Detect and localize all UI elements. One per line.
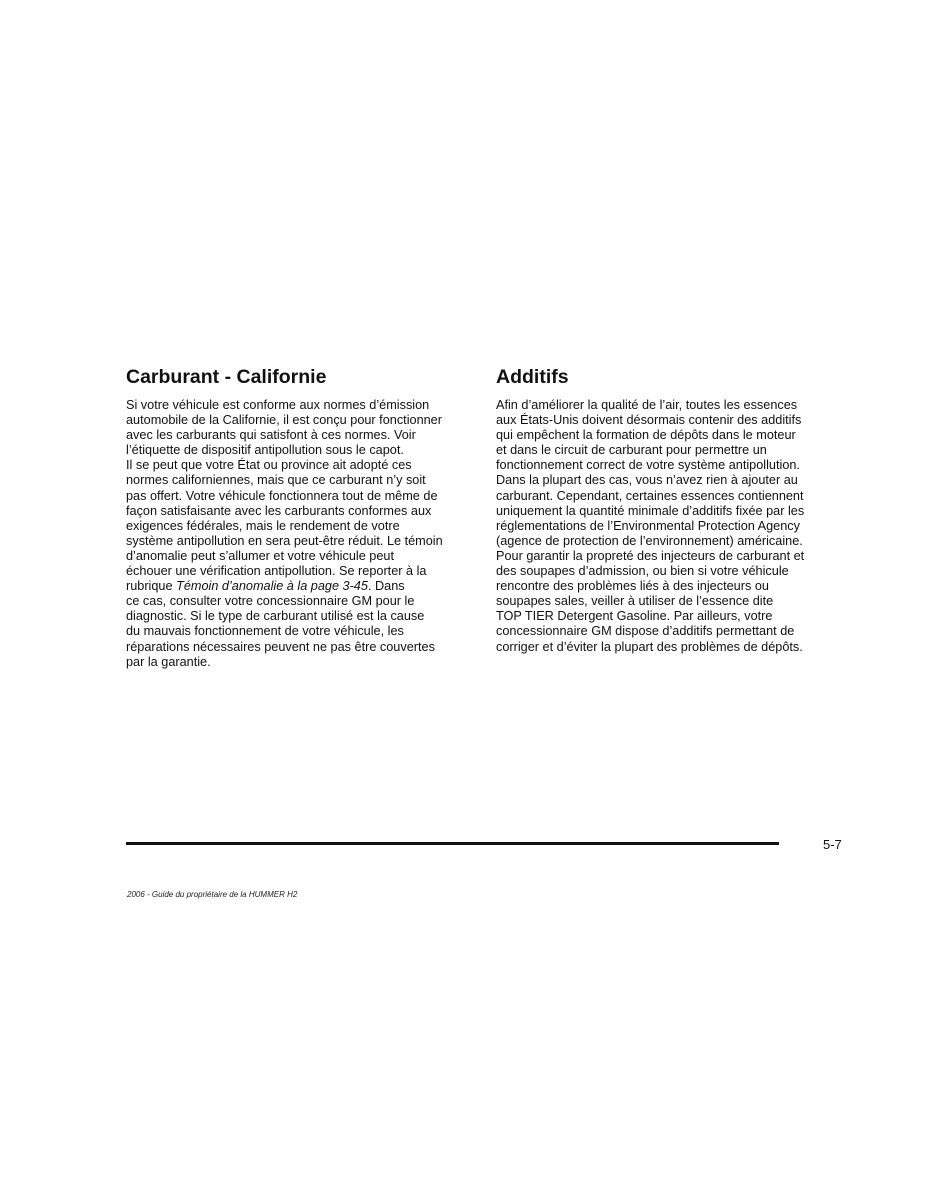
section-body <box>496 398 831 655</box>
text-line: réglementations de l’Environmental Protection Agency <box>496 518 800 533</box>
text-line: Afin d’améliorer la qualité de l’air, toutes les essences <box>496 398 798 412</box>
text-line: avec les carburants qui satisfont à ces normes. Voir <box>126 428 416 443</box>
text-line: par la garantie. <box>126 654 211 669</box>
text-line: l’étiquette de dispositif antipollution sous le capot. <box>126 443 404 458</box>
text-line-with-reference <box>126 579 476 594</box>
document-footer: 2006 - Guide du propriétaire de la HUMMER H2 <box>127 890 298 899</box>
text-line: fonctionnement correct de votre système antipollution. <box>496 458 800 473</box>
text-line: du mauvais fonctionnement de votre véhicule, les <box>126 624 404 639</box>
text-line: concessionnaire GM dispose d’additifs permettant de <box>496 624 795 639</box>
section-heading: Additifs <box>496 366 569 388</box>
text-line: uniquement la quantité minimale d’additifs fixée par les <box>496 503 805 518</box>
section-heading: Carburant - Californie <box>126 366 327 388</box>
text-line: ce cas, consulter votre concessionnaire GM pour le <box>126 594 415 609</box>
page-divider-rule <box>126 842 779 845</box>
page-number: 5-7 <box>823 837 842 852</box>
text-line: réparations nécessaires peuvent ne pas être couvertes <box>126 639 435 654</box>
text-line: normes californiennes, mais que ce carburant n’y soit <box>126 473 426 488</box>
text-line: des soupapes d’admission, ou bien si votre véhicule <box>496 564 789 579</box>
section-carburant-californie <box>126 364 476 670</box>
text-line: système antipollution en sera peut-être réduit. Le témoin <box>126 533 443 548</box>
text-line: exigences fédérales, mais le rendement de votre <box>126 518 400 533</box>
text-line: aux États-Unis doivent désormais contenir des additifs <box>496 413 802 428</box>
text-line: façon satisfaisante avec les carburants conformes aux <box>126 503 432 518</box>
reference-suffix: . Dans <box>367 579 405 594</box>
text-line: Dans la plupart des cas, vous n’avez rien à ajouter au <box>496 473 798 488</box>
cross-reference-link[interactable]: Témoin d’anomalie à la page 3-45 <box>176 579 368 594</box>
section-additifs <box>496 364 831 655</box>
text-line: TOP TIER Detergent Gasoline. Par ailleurs, votre <box>496 609 773 624</box>
text-line: et dans le circuit de carburant pour permettre un <box>496 443 767 458</box>
text-line: automobile de la Californie, il est conçu pour fonctionner <box>126 413 442 428</box>
text-line: Il se peut que votre État ou province ait adopté ces <box>126 458 412 473</box>
text-line: soupapes sales, veiller à utiliser de l’essence dite <box>496 594 774 609</box>
text-line: qui empêchent la formation de dépôts dans le moteur <box>496 428 796 443</box>
text-line: d’anomalie peut s’allumer et votre véhicule peut <box>126 548 394 563</box>
text-line: diagnostic. Si le type de carburant utilisé est la cause <box>126 609 425 624</box>
text-line: pas offert. Votre véhicule fonctionnera tout de même de <box>126 488 438 503</box>
text-line: corriger et d’éviter la plupart des problèmes de dépôts. <box>496 639 803 654</box>
section-body <box>126 398 476 670</box>
text-line: carburant. Cependant, certaines essences contiennent <box>496 488 804 503</box>
text-line: (agence de protection de l’environnement) américaine. <box>496 533 803 548</box>
text-line: rencontre des problèmes liés à des injecteurs ou <box>496 579 769 594</box>
text-line: Si votre véhicule est conforme aux normes d’émission <box>126 398 430 412</box>
text-line: échouer une vérification antipollution. Se reporter à la <box>126 564 427 579</box>
reference-prefix: rubrique <box>126 579 177 594</box>
text-line: Pour garantir la propreté des injecteurs de carburant et <box>496 548 805 563</box>
